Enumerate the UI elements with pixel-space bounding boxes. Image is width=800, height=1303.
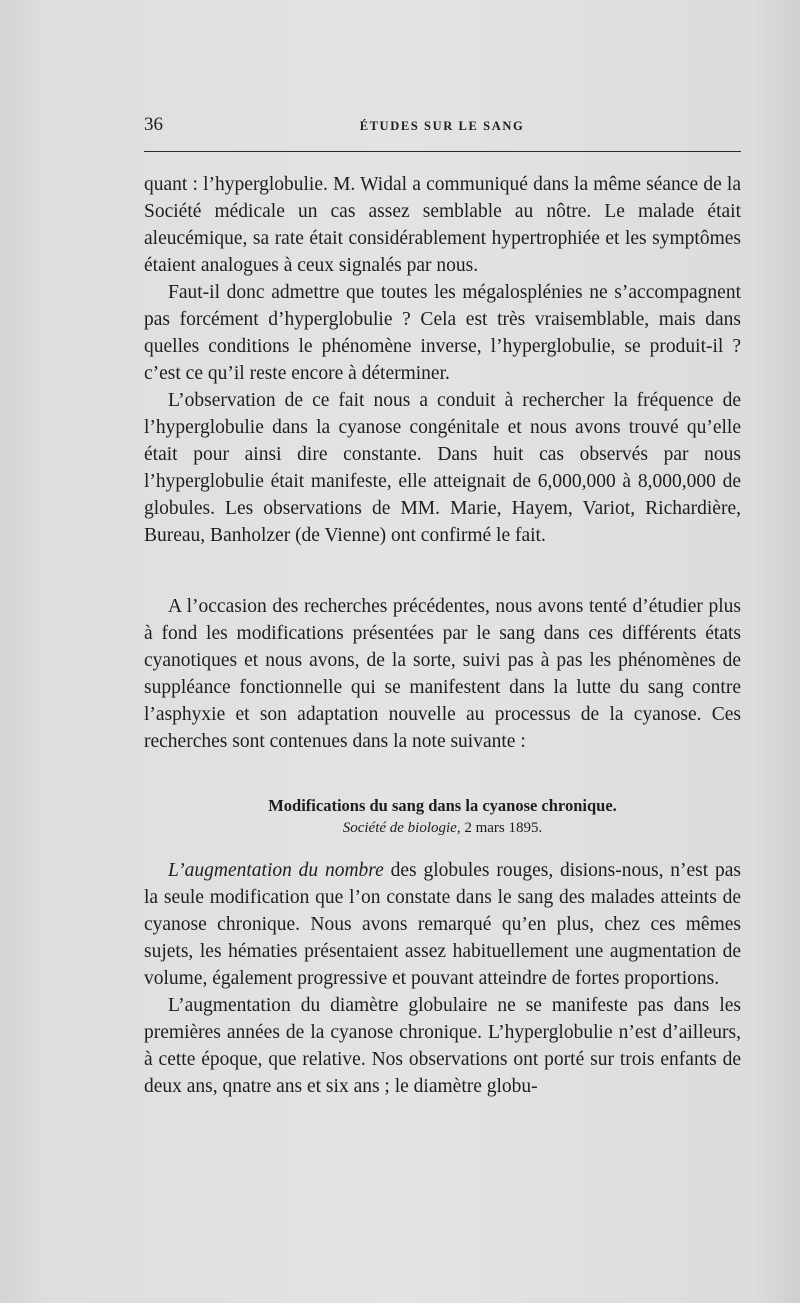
paragraph: A l’occasion des recherches précédentes, nous avons tenté d’étudier plus à fond les modifications présentées par le sang dans ces différents états cyanotiques et nous avons, de la sorte, suivi pas à pas les phénomènes de suppléance fonctionnelle qui se manifestent dans la lutte du sang contre l’asphyxie et son adaptation nouvelle au processus de la cyanose. Ces recherches sont contenues dans la note suivante : [144,596,741,752]
paragraph: L’observation de ce fait nous a conduit à rechercher la fréquence de l’hyperglobulie dans la cyanose congénitale et nous avons trouvé qu’elle était pour ainsi dire constante. Dans huit cas observés par nous l’hyperglobulie était manifeste, elle atteignait de 6,000,000 à 8,000,000 de globules. Les observations de MM. Marie, Hayem, Variot, Richardière, Bureau, Banholzer (de Vienne) ont confirmé le fait. [144,390,741,546]
page-number: 36 [144,114,163,135]
body-text-upper [144,171,741,549]
italic-phrase: L’augmentation du nombre [168,860,384,881]
body-text-lower [144,857,741,1100]
paragraph [144,857,741,992]
section-title: Modifications du sang dans la cyanose chronique. [268,796,617,815]
paragraph-text: des globules rouges, disions-nous, n’est pas la seule modification que l’on constate dans le sang des malades atteints de cyanose chronique. Nous avons remarqué qu’en plus, chez ces mêmes sujets, les hématies présentaient assez habituellement une augmentation de volume, également progressive et pouvant atteindre de fortes proportions. [144,860,741,989]
paragraph: L’augmentation du diamètre globulaire ne se manifeste pas dans les premières années de la cyanose chronique. L’hyperglobulie n’est d’ailleurs, à cette époque, que relative. Nos observations ont porté sur trois enfants de deux ans, qnatre ans et six ans ; le diamètre globu- [144,995,741,1097]
paragraph-continued: quant : l’hyperglobulie. M. Widal a communiqué dans la même séance de la Société médicale un cas assez semblable au nôtre. Le malade était aleucémique, sa rate était considérablement hypertrophiée et les symptômes étaient analogues à ceux signalés par nous. [144,174,741,276]
page-header [144,114,740,138]
body-text-middle [144,593,741,755]
section-source [144,820,741,837]
running-title: ÉTUDES SUR LE SANG [359,119,525,133]
paragraph: Faut-il donc admettre que toutes les mégalosplénies ne s’accompagnent pas forcément d’hyperglobulie ? Cela est très vraisemblable, mais dans quelles conditions le phénomène inverse, l’hyperglobulie, se produit-il ? c’est ce qu’il reste encore à déterminer. [144,282,741,384]
source-date: 2 mars 1895. [464,820,543,836]
source-name: Société de biologie, [342,820,461,836]
header-rule [144,151,741,152]
